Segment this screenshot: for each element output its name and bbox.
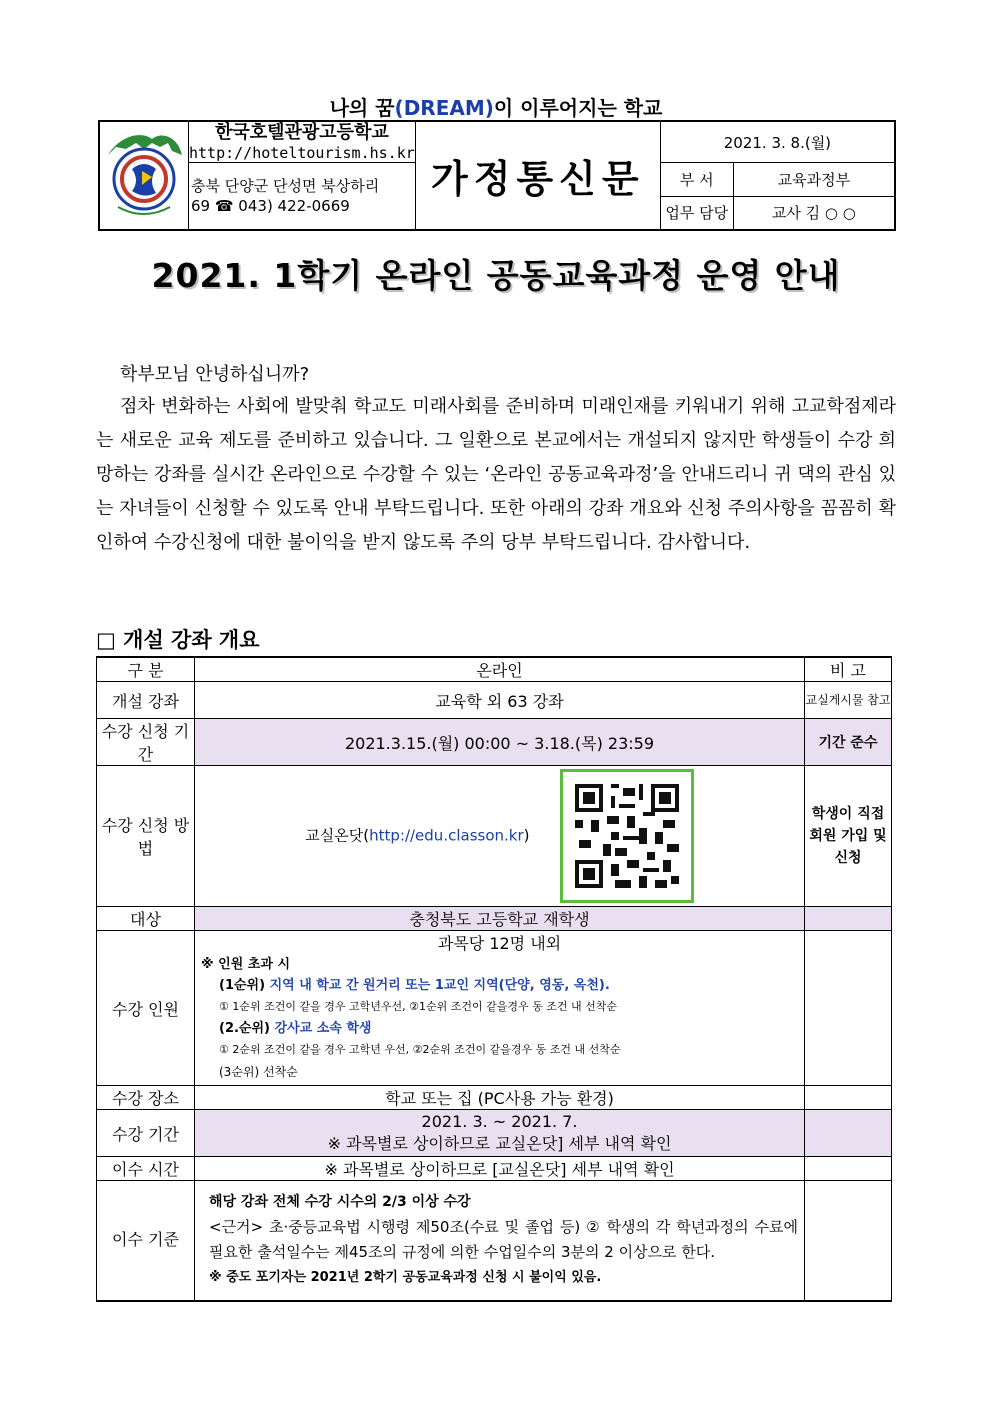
table-row [97, 931, 892, 1086]
school-logo [99, 121, 189, 230]
school-info [189, 121, 416, 163]
newsletter-title: 가정통신문 [415, 121, 660, 230]
row-label: 수강 인원 [97, 931, 195, 1086]
document-title: 2021. 1학기 온라인 공동교육과정 운영 안내 [151, 256, 841, 295]
dept-value: 교육과정부 [733, 163, 895, 197]
row-label: 이수 기준 [97, 1181, 195, 1301]
period-note: ※ 과목별로 상이하므로 교실온닷] 세부 내역 확인 [327, 1134, 672, 1153]
section-title: □ 개설 강좌 개요 [96, 628, 260, 652]
school-emblem-icon [102, 125, 186, 221]
address-line: 충북 단양군 단성면 북상하리 [191, 176, 380, 195]
classon-label: 교실온닷( [305, 826, 370, 845]
header-category: 구 분 [97, 657, 195, 682]
table-row [97, 719, 892, 766]
table-row [97, 1110, 892, 1157]
row-label: 이수 시간 [97, 1157, 195, 1181]
completion-rule: 해당 강좌 전체 수강 시수의 2/3 이상 수강 [209, 1194, 471, 1211]
period-range: 2021. 3. ~ 2021. 7. [421, 1112, 578, 1131]
table-row [97, 682, 892, 719]
overflow-note: ※ 인원 초과 시 [201, 957, 291, 972]
school-address [189, 163, 416, 230]
row-label: 대상 [97, 907, 195, 931]
classon-link[interactable]: http://edu.classon.kr [369, 826, 524, 845]
priority-3-text: (3순위) 선착순 [219, 1065, 298, 1079]
row-note [805, 1181, 892, 1301]
row-value: 2021.3.15.(월) 00:00 ~ 3.18.(목) 23:59 [195, 719, 805, 766]
priority-1-label: (1순위) [219, 978, 270, 993]
table-row [97, 1181, 892, 1301]
legal-basis: <근거> 초·중등교육법 시행령 제50조(수료 및 졸업 등) ② 학생의 각 학년과정의 수료에 필요한 출석일수는 제45조의 규정에 의한 수업일수의 3분의 2 이상으로 한다. [209, 1218, 798, 1262]
row-label: 수강 신청 방법 [97, 766, 195, 907]
dept-label: 부 서 [660, 163, 733, 197]
row-value: 교육학 외 63 강좌 [195, 682, 805, 719]
motto-highlight: (DREAM) [394, 96, 494, 120]
priority-2-text: 강사교 소속 학생 [274, 1021, 372, 1036]
row-value [195, 931, 805, 1086]
newsletter-header [98, 120, 896, 231]
row-note [805, 931, 892, 1086]
row-value [195, 1181, 805, 1301]
table-row [97, 1157, 892, 1181]
header-note: 비 고 [805, 657, 892, 682]
row-label: 개설 강좌 [97, 682, 195, 719]
header-online: 온라인 [195, 657, 805, 682]
row-value: ※ 과목별로 상이하므로 [교실온닷] 세부 내역 확인 [195, 1157, 805, 1181]
priority-1-detail: ① 1순위 조건이 같을 경우 고학년우선, ②1순위 조건이 같을경우 동 조건 내 선착순 [219, 1000, 617, 1013]
course-overview-table [96, 656, 892, 1302]
row-value [195, 1110, 805, 1157]
priority-1-text: 지역 내 학교 간 원거리 또는 1교인 지역(단양, 영동, 옥천). [269, 978, 610, 993]
newsletter-date: 2021. 3. 8.(월) [660, 121, 895, 163]
row-note: 기간 준수 [805, 719, 892, 766]
row-label: 수강 신청 기간 [97, 719, 195, 766]
row-value: 충청북도 고등학교 재학생 [195, 907, 805, 931]
row-note: 교실게시물 참고 [805, 682, 892, 719]
dropout-warning: ※ 중도 포기자는 2021년 2학기 공동교육과정 신청 시 불이익 있음. [209, 1270, 602, 1286]
capacity-line: 과목당 12명 내외 [437, 934, 562, 953]
table-header-row [97, 657, 892, 682]
qr-code-graphic [563, 772, 691, 900]
row-value: 학교 또는 집 (PC사용 가능 환경) [195, 1086, 805, 1110]
table-row [97, 766, 892, 907]
motto-text-end: 이 이루어지는 학교 [493, 96, 663, 120]
row-note [805, 1086, 892, 1110]
school-url-link[interactable]: http://hoteltourism.hs.kr [189, 144, 415, 162]
row-value [195, 766, 805, 907]
greeting-text: 학부모님 안녕하십니까? [120, 364, 310, 385]
contact-label: 업무 담당 [660, 197, 733, 230]
qr-code-icon[interactable] [560, 769, 694, 903]
phone-line: 69 ☎ 043) 422-0669 [191, 196, 350, 215]
row-label: 수강 장소 [97, 1086, 195, 1110]
contact-value: 교사 김 ○ ○ [733, 197, 895, 230]
table-row [97, 1086, 892, 1110]
row-label: 수강 기간 [97, 1110, 195, 1157]
motto-text: 나의 꿈 [329, 96, 395, 120]
row-note [805, 1157, 892, 1181]
row-note [805, 1110, 892, 1157]
body-paragraph: 점차 변화하는 사회에 발맞춰 학교도 미래사회를 준비하며 미래인재를 키워내기 위해 고교학점제라는 새로운 교육 제도를 준비하고 있습니다. 그 일환으로 본교에서는 개설되지 않지만 학생들이 수강 희망하는 강좌를 실시간 온라인으로 수강할 수 있는 ‘온라인 공동교육과정’을 안내드리니 귀 댁의 관심 있는 자녀들이 신청할 수 있도록 안내 부탁드립니다. 또한 아래의 강좌 개요와 신청 주의사항을 꼼꼼히 확인하여 수강신청에 대한 불이익을 받지 않도록 주의 당부 부탁드립니다. 감사합니다. [96, 396, 896, 553]
school-name: 한국호텔관광고등학교 [214, 122, 389, 143]
school-motto [0, 92, 992, 121]
priority-2-label: (2.순위) [219, 1021, 275, 1036]
priority-2-detail: ① 2순위 조건이 같을 경우 고학년 우선, ②2순위 조건이 같을경우 동 조건 내 선착순 [219, 1043, 621, 1056]
row-note [805, 907, 892, 931]
classon-paren: ) [523, 826, 530, 845]
row-note: 학생이 직접 회원 가입 및 신청 [805, 766, 892, 907]
table-row [97, 907, 892, 931]
